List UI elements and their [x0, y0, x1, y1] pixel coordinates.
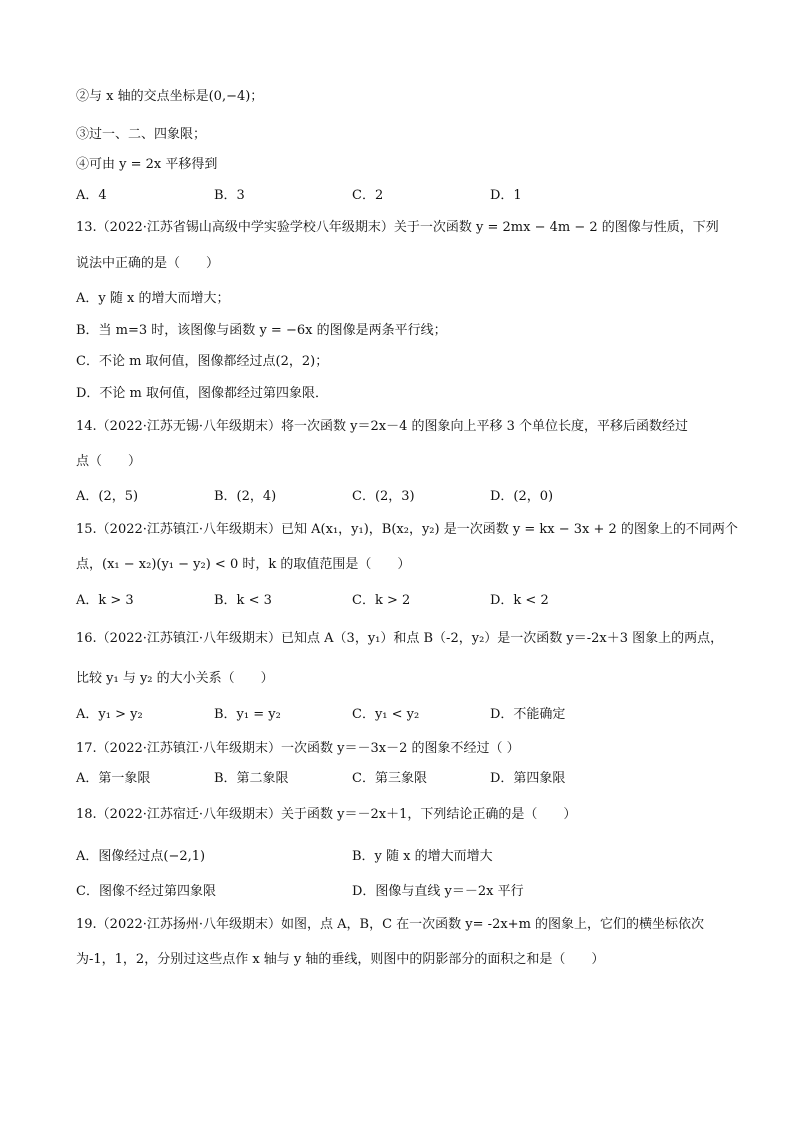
q17-option-d: D．第四象限 — [490, 771, 566, 786]
q17-option-b: B．第二象限 — [214, 771, 289, 786]
q15-option-c: C．k > 2 — [352, 593, 411, 608]
q17-option-c: C．第三象限 — [352, 771, 427, 786]
q12-option-a: A．4 — [76, 188, 107, 203]
q14-option-d: D．(2，0) — [490, 489, 554, 504]
q15-option-d: D．k < 2 — [490, 593, 549, 608]
q16-option-d: D．不能确定 — [490, 707, 566, 722]
q13-option-c: C．不论 m 取何值，图像都经过点(2，2)； — [76, 354, 329, 369]
q16-option-b: B．y₁ = y₂ — [214, 707, 281, 722]
q17-stem: 17.（2022·江苏镇江·八年级期末）一次函数 y＝－3x－2 的图象不经过（ ） — [76, 741, 520, 756]
q12-option-d: D．1 — [490, 188, 522, 203]
q14-stem-line1: 14.（2022·江苏无锡·八年级期末）将一次函数 y＝2x－4 的图象向上平移 3 个单位长度，平移后函数经过 — [76, 419, 689, 434]
q16-option-c: C．y₁ < y₂ — [352, 707, 420, 722]
q13-option-b: B．当 m=3 时，该图像与函数 y = −6x 的图像是两条平行线； — [76, 323, 447, 338]
q18-stem: 18.（2022·江苏宿迁·八年级期末）关于函数 y＝－2x＋1，下列结论正确的是（ ） — [76, 807, 577, 822]
q15-stem-line2: 点，(x₁ − x₂)(y₁ − y₂) < 0 时，k 的取值范围是（ ） — [76, 557, 411, 572]
q15-option-b: B．k < 3 — [214, 593, 272, 608]
q14-option-a: A．(2，5) — [76, 489, 139, 504]
q14-option-b: B．(2，4) — [214, 489, 277, 504]
q13-option-d: D．不论 m 取何值，图像都经过第四象限． — [76, 386, 329, 401]
q19-stem-line1: 19.（2022·江苏扬州·八年级期末）如图，点 A，B，C 在一次函数 y= -2x+m 的图象上，它们的横坐标依次 — [76, 917, 705, 932]
statement-2: ②与 x 轴的交点坐标是(0,−4)； — [76, 89, 264, 104]
q13-stem-line2: 说法中正确的是（ ） — [76, 256, 220, 271]
q18-option-b: B．y 随 x 的增大而增大 — [352, 849, 493, 864]
q15-option-a: A．k > 3 — [76, 593, 134, 608]
q16-stem-line2: 比较 y₁ 与 y₂ 的大小关系（ ） — [76, 671, 274, 686]
q17-option-a: A．第一象限 — [76, 771, 151, 786]
q13-option-a: A．y 随 x 的增大而增大； — [76, 291, 230, 306]
statement-4: ④可由 y = 2x 平移得到 — [76, 157, 218, 172]
q13-stem-line1: 13.（2022·江苏省锡山高级中学实验学校八年级期末）关于一次函数 y = 2mx − 4m − 2 的图像与性质，下列 — [76, 220, 719, 235]
q18-option-c: C．图像不经过第四象限 — [76, 884, 216, 899]
q12-option-c: C．2 — [352, 188, 384, 203]
statement-3: ③过一、二、四象限； — [76, 127, 207, 142]
q16-stem-line1: 16.（2022·江苏镇江·八年级期末）已知点 A（3，y₁）和点 B（-2，y₂）是一次函数 y＝-2x＋3 图象上的两点， — [76, 631, 724, 646]
q19-stem-line2: 为-1，1，2，分别过这些点作 x 轴与 y 轴的垂线，则图中的阴影部分的面积之和是（ ） — [76, 952, 605, 967]
q14-stem-line2: 点（ ） — [76, 454, 142, 469]
q14-option-c: C．(2，3) — [352, 489, 415, 504]
q18-option-d: D．图像与直线 y＝－2x 平行 — [352, 884, 524, 899]
q15-stem-line1: 15.（2022·江苏镇江·八年级期末）已知 A(x₁，y₁)，B(x₂，y₂) 是一次函数 y = kx − 3x + 2 的图象上的不同两个 — [76, 522, 738, 537]
q18-option-a: A．图像经过点(−2,1) — [76, 849, 206, 864]
q16-option-a: A．y₁ > y₂ — [76, 707, 143, 722]
q12-option-b: B．3 — [214, 188, 245, 203]
